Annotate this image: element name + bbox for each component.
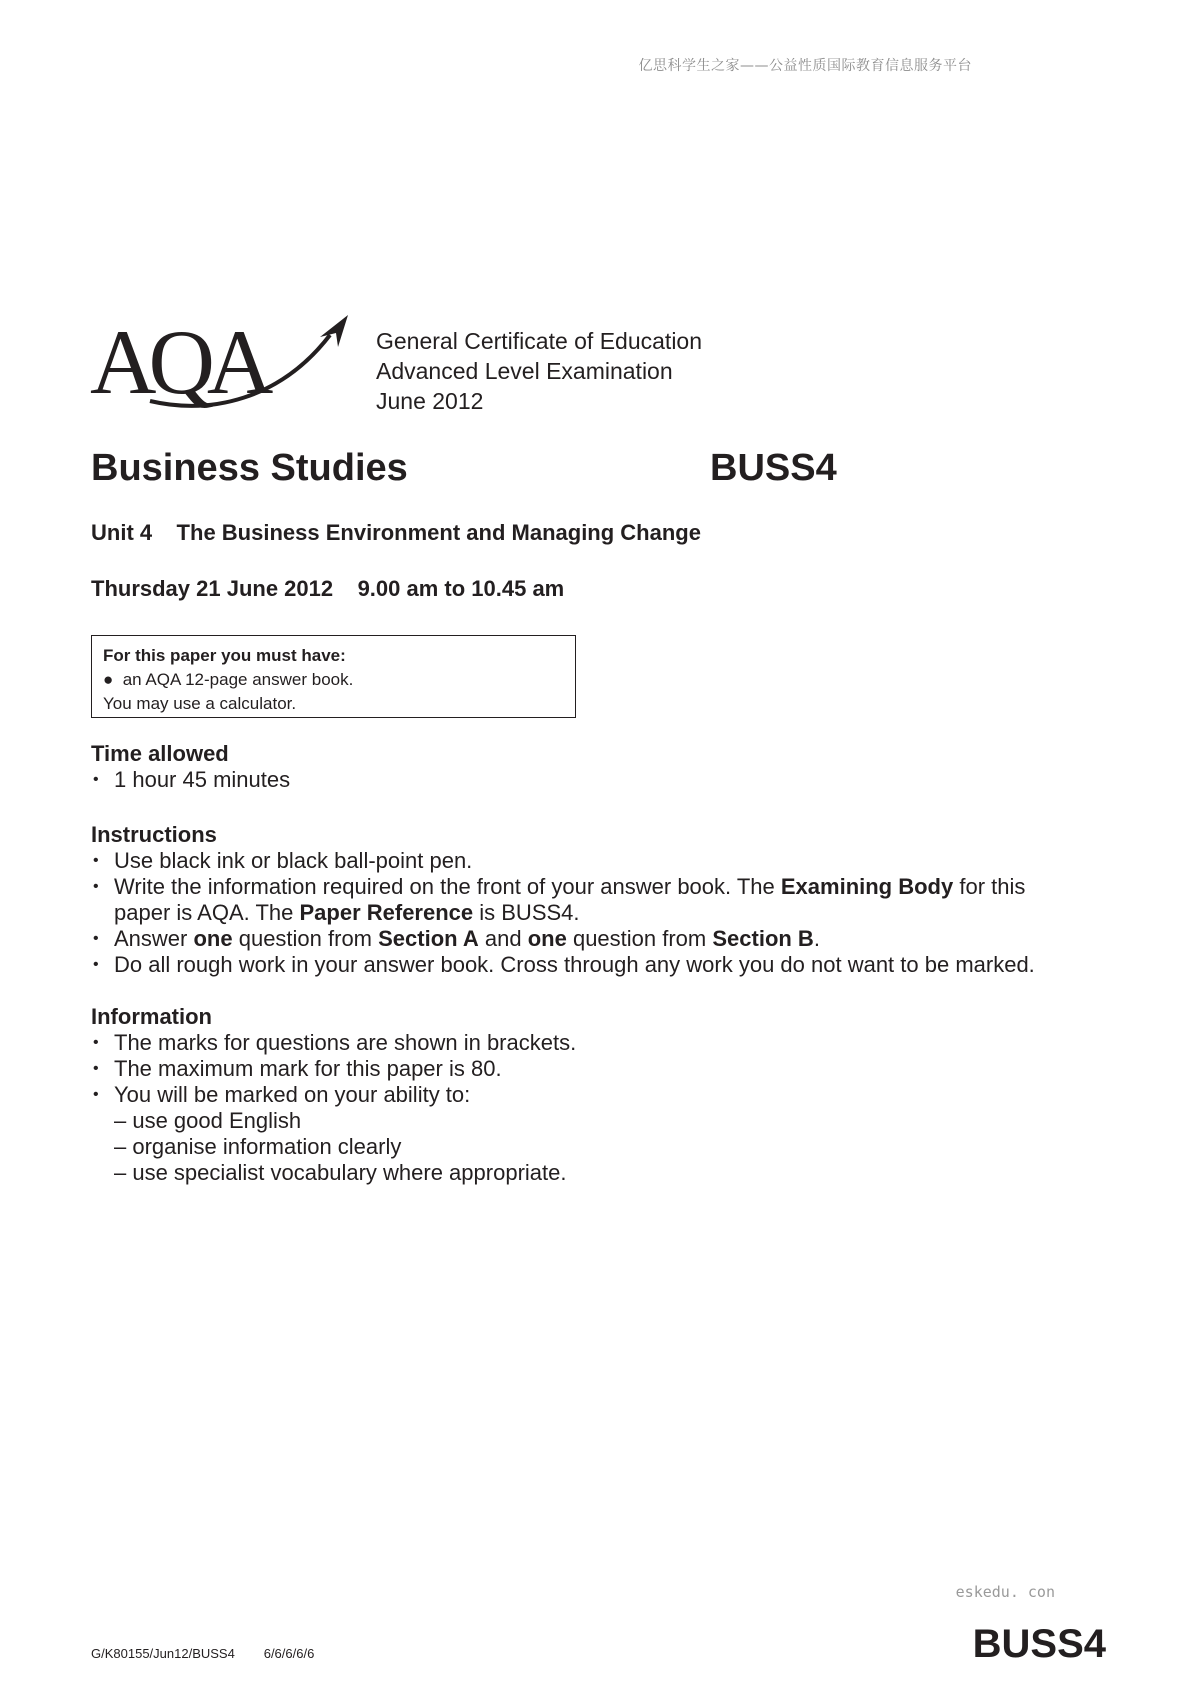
- watermark-text: 亿思科学生之家——公益性质国际教育信息服务平台: [638, 58, 972, 74]
- ability-item: – organise information clearly: [114, 1134, 402, 1159]
- subject-title: Business Studies: [91, 447, 408, 489]
- instruction-item: • Write the information required on the front of your answer book. The Examining Body for this paper is AQA. The Paper Reference is BUSS4.: [91, 874, 1101, 926]
- information-item: • You will be marked on your ability to:: [91, 1082, 576, 1108]
- time-allowed-section: [91, 741, 290, 793]
- information-item: • The maximum mark for this paper is 80.: [91, 1056, 576, 1082]
- materials-heading: For this paper you must have:: [103, 646, 346, 665]
- information-section: [91, 1004, 576, 1186]
- certificate-block: [376, 326, 702, 416]
- examination-level-line: Advanced Level Examination: [376, 358, 673, 384]
- instruction-item: • Do all rough work in your answer book. Cross through any work you do not want to be marked.: [91, 952, 1101, 978]
- instructions-section: [91, 822, 1101, 978]
- materials-box: [91, 635, 576, 718]
- footer-reference: G/K80155/Jun12/BUSS4 6/6/6/6/6: [91, 1646, 315, 1661]
- instructions-heading: Instructions: [91, 822, 217, 847]
- ability-item: – use good English: [114, 1108, 302, 1133]
- exam-session-line: June 2012: [376, 388, 484, 414]
- instruction-item: • Answer one question from Section A and one question from Section B.: [91, 926, 1101, 952]
- exam-date-time: Thursday 21 June 2012 9.00 am to 10.45 am: [91, 576, 565, 601]
- unit-title: Unit 4 The Business Environment and Managing Change: [91, 520, 701, 545]
- time-allowed-item: • 1 hour 45 minutes: [91, 767, 290, 793]
- information-item: • The marks for questions are shown in brackets.: [91, 1030, 576, 1056]
- site-watermark: eskedu. con: [955, 1583, 1055, 1601]
- information-heading: Information: [91, 1004, 212, 1029]
- paper-code: BUSS4: [710, 447, 837, 489]
- aqa-logo-text: AQA: [90, 315, 266, 413]
- certificate-line: General Certificate of Education: [376, 328, 703, 354]
- materials-note: You may use a calculator.: [103, 694, 297, 713]
- footer-paper-code: BUSS4: [972, 1622, 1106, 1666]
- materials-item: ● an AQA 12-page answer book.: [103, 670, 354, 689]
- time-allowed-heading: Time allowed: [91, 741, 229, 766]
- ability-item: – use specialist vocabulary where appropriate.: [114, 1160, 567, 1185]
- instruction-item: • Use black ink or black ball-point pen.: [91, 848, 1101, 874]
- aqa-logo: [90, 315, 360, 415]
